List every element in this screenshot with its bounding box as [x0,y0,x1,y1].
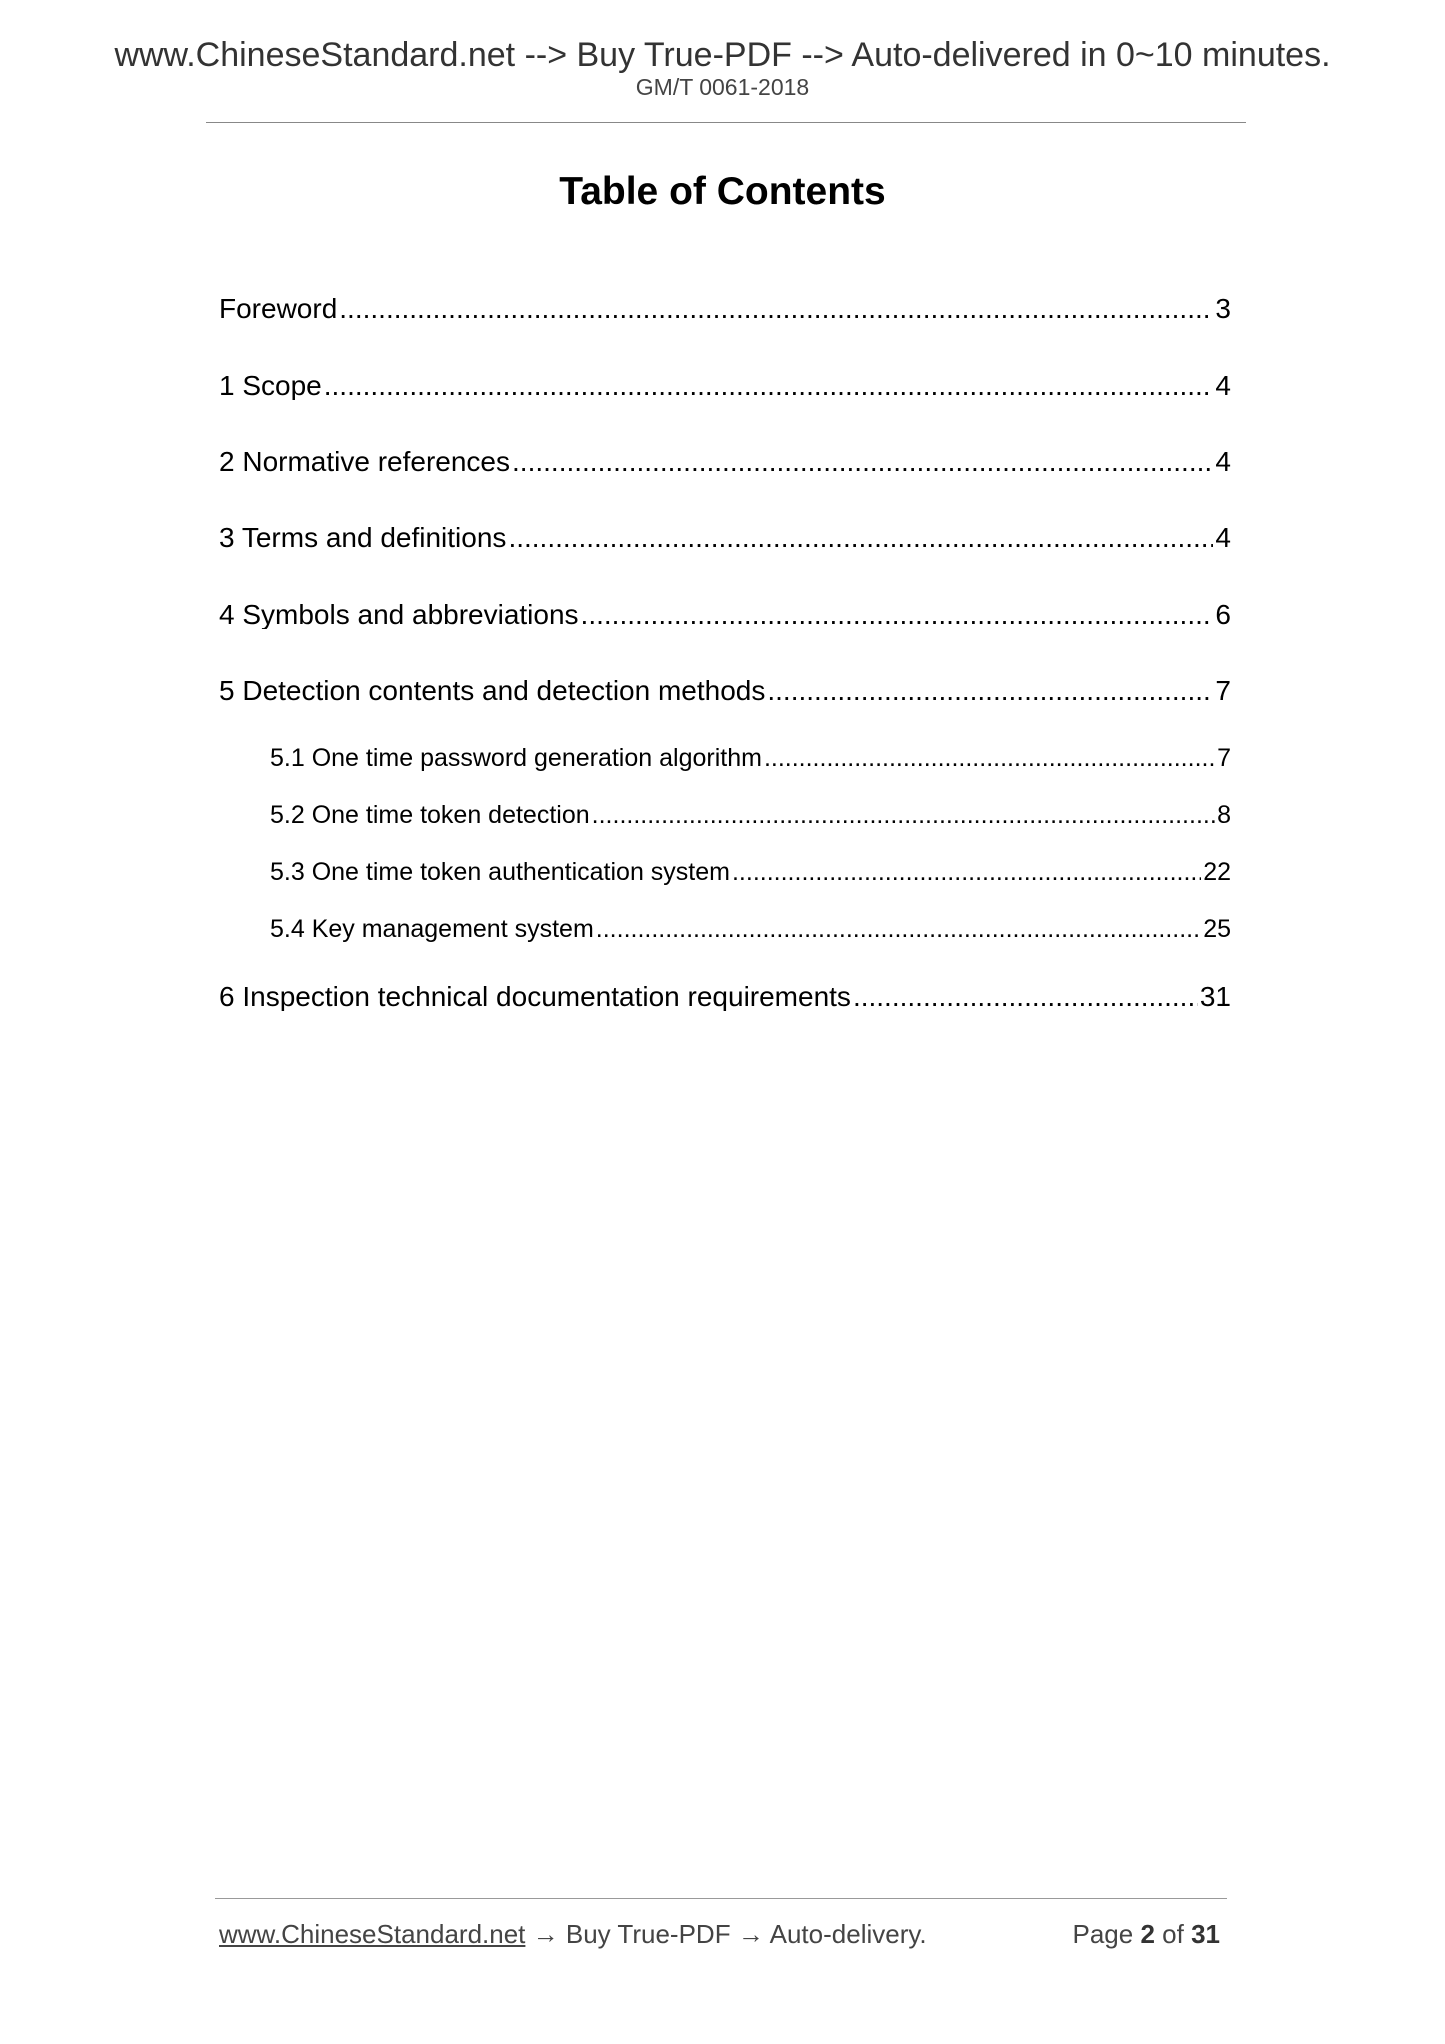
toc-entry-foreword[interactable] [219,295,1231,323]
footer-divider [215,1898,1227,1899]
toc-entry-label: 5.4 Key management system [270,917,594,942]
toc-entry-page: 7 [1215,677,1231,705]
toc-entry-5-3[interactable] [270,860,1231,885]
page-word: Page [1072,1919,1134,1949]
toc-entry-page: 4 [1215,448,1231,476]
toc-entry-label: 5.2 One time token detection [270,803,590,828]
toc-entry-label: Foreword [219,295,338,323]
toc-entry-page: 22 [1203,860,1231,885]
footer-delivery-text: Auto-delivery. [769,1919,927,1949]
footer-site-link[interactable]: www.ChineseStandard.net [219,1919,526,1949]
dot-leader [853,983,1198,1011]
toc-entry-label: 3 Terms and definitions [219,524,507,552]
page-current: 2 [1140,1919,1155,1949]
dot-leader [596,917,1201,942]
site-banner: www.ChineseStandard.net --> Buy True-PDF --> Auto-delivered in 0~10 minutes. [114,36,1331,74]
toc-entry-page: 7 [1217,746,1231,771]
page-total: 31 [1191,1919,1220,1949]
toc-entry-label: 6 Inspection technical documentation requirements [219,983,851,1011]
toc-entry-inspection-docs[interactable] [219,983,1231,1011]
dot-leader [764,746,1215,771]
page-indicator [1072,1921,1220,1947]
toc-entry-5-4[interactable] [270,917,1231,942]
dot-leader [592,803,1215,828]
toc-entry-page: 8 [1217,803,1231,828]
toc-entry-page: 25 [1203,917,1231,942]
toc-entry-label: 4 Symbols and abbreviations [219,601,579,629]
toc-entry-5-2[interactable] [270,803,1231,828]
toc-entry-page: 4 [1215,372,1231,400]
arrow-right-icon: → [737,1919,764,1949]
toc-entry-5-1[interactable] [270,746,1231,771]
toc-entry-scope[interactable] [219,372,1231,400]
toc-entry-page: 3 [1215,295,1231,323]
arrow-right-icon: → [532,1919,559,1949]
dot-leader [324,372,1214,400]
dot-leader [732,860,1201,885]
toc-entry-label: 2 Normative references [219,448,511,476]
toc-entry-detection-contents[interactable] [219,677,1231,705]
dot-leader [339,295,1213,323]
document-number: GM/T 0061-2018 [635,74,810,100]
dot-leader [581,601,1214,629]
toc-entry-label: 5.3 One time token authentication system [270,860,730,885]
dot-leader [508,524,1213,552]
of-word: of [1162,1919,1184,1949]
footer-promo [219,1921,927,1947]
dot-leader [512,448,1213,476]
toc-entry-terms-definitions[interactable] [219,524,1231,552]
toc-entry-page: 6 [1215,601,1231,629]
toc-entry-label: 5.1 One time password generation algorithm [270,746,762,771]
toc-title: Table of Contents [559,170,886,213]
toc-entry-page: 31 [1199,983,1231,1011]
toc-entry-page: 4 [1215,524,1231,552]
toc-entry-symbols-abbreviations[interactable] [219,601,1231,629]
toc-entry-label: 1 Scope [219,372,322,400]
footer-buy-text: Buy True-PDF [565,1919,731,1949]
toc-entry-normative-references[interactable] [219,448,1231,476]
dot-leader [767,677,1213,705]
toc-entry-label: 5 Detection contents and detection methods [219,677,766,705]
